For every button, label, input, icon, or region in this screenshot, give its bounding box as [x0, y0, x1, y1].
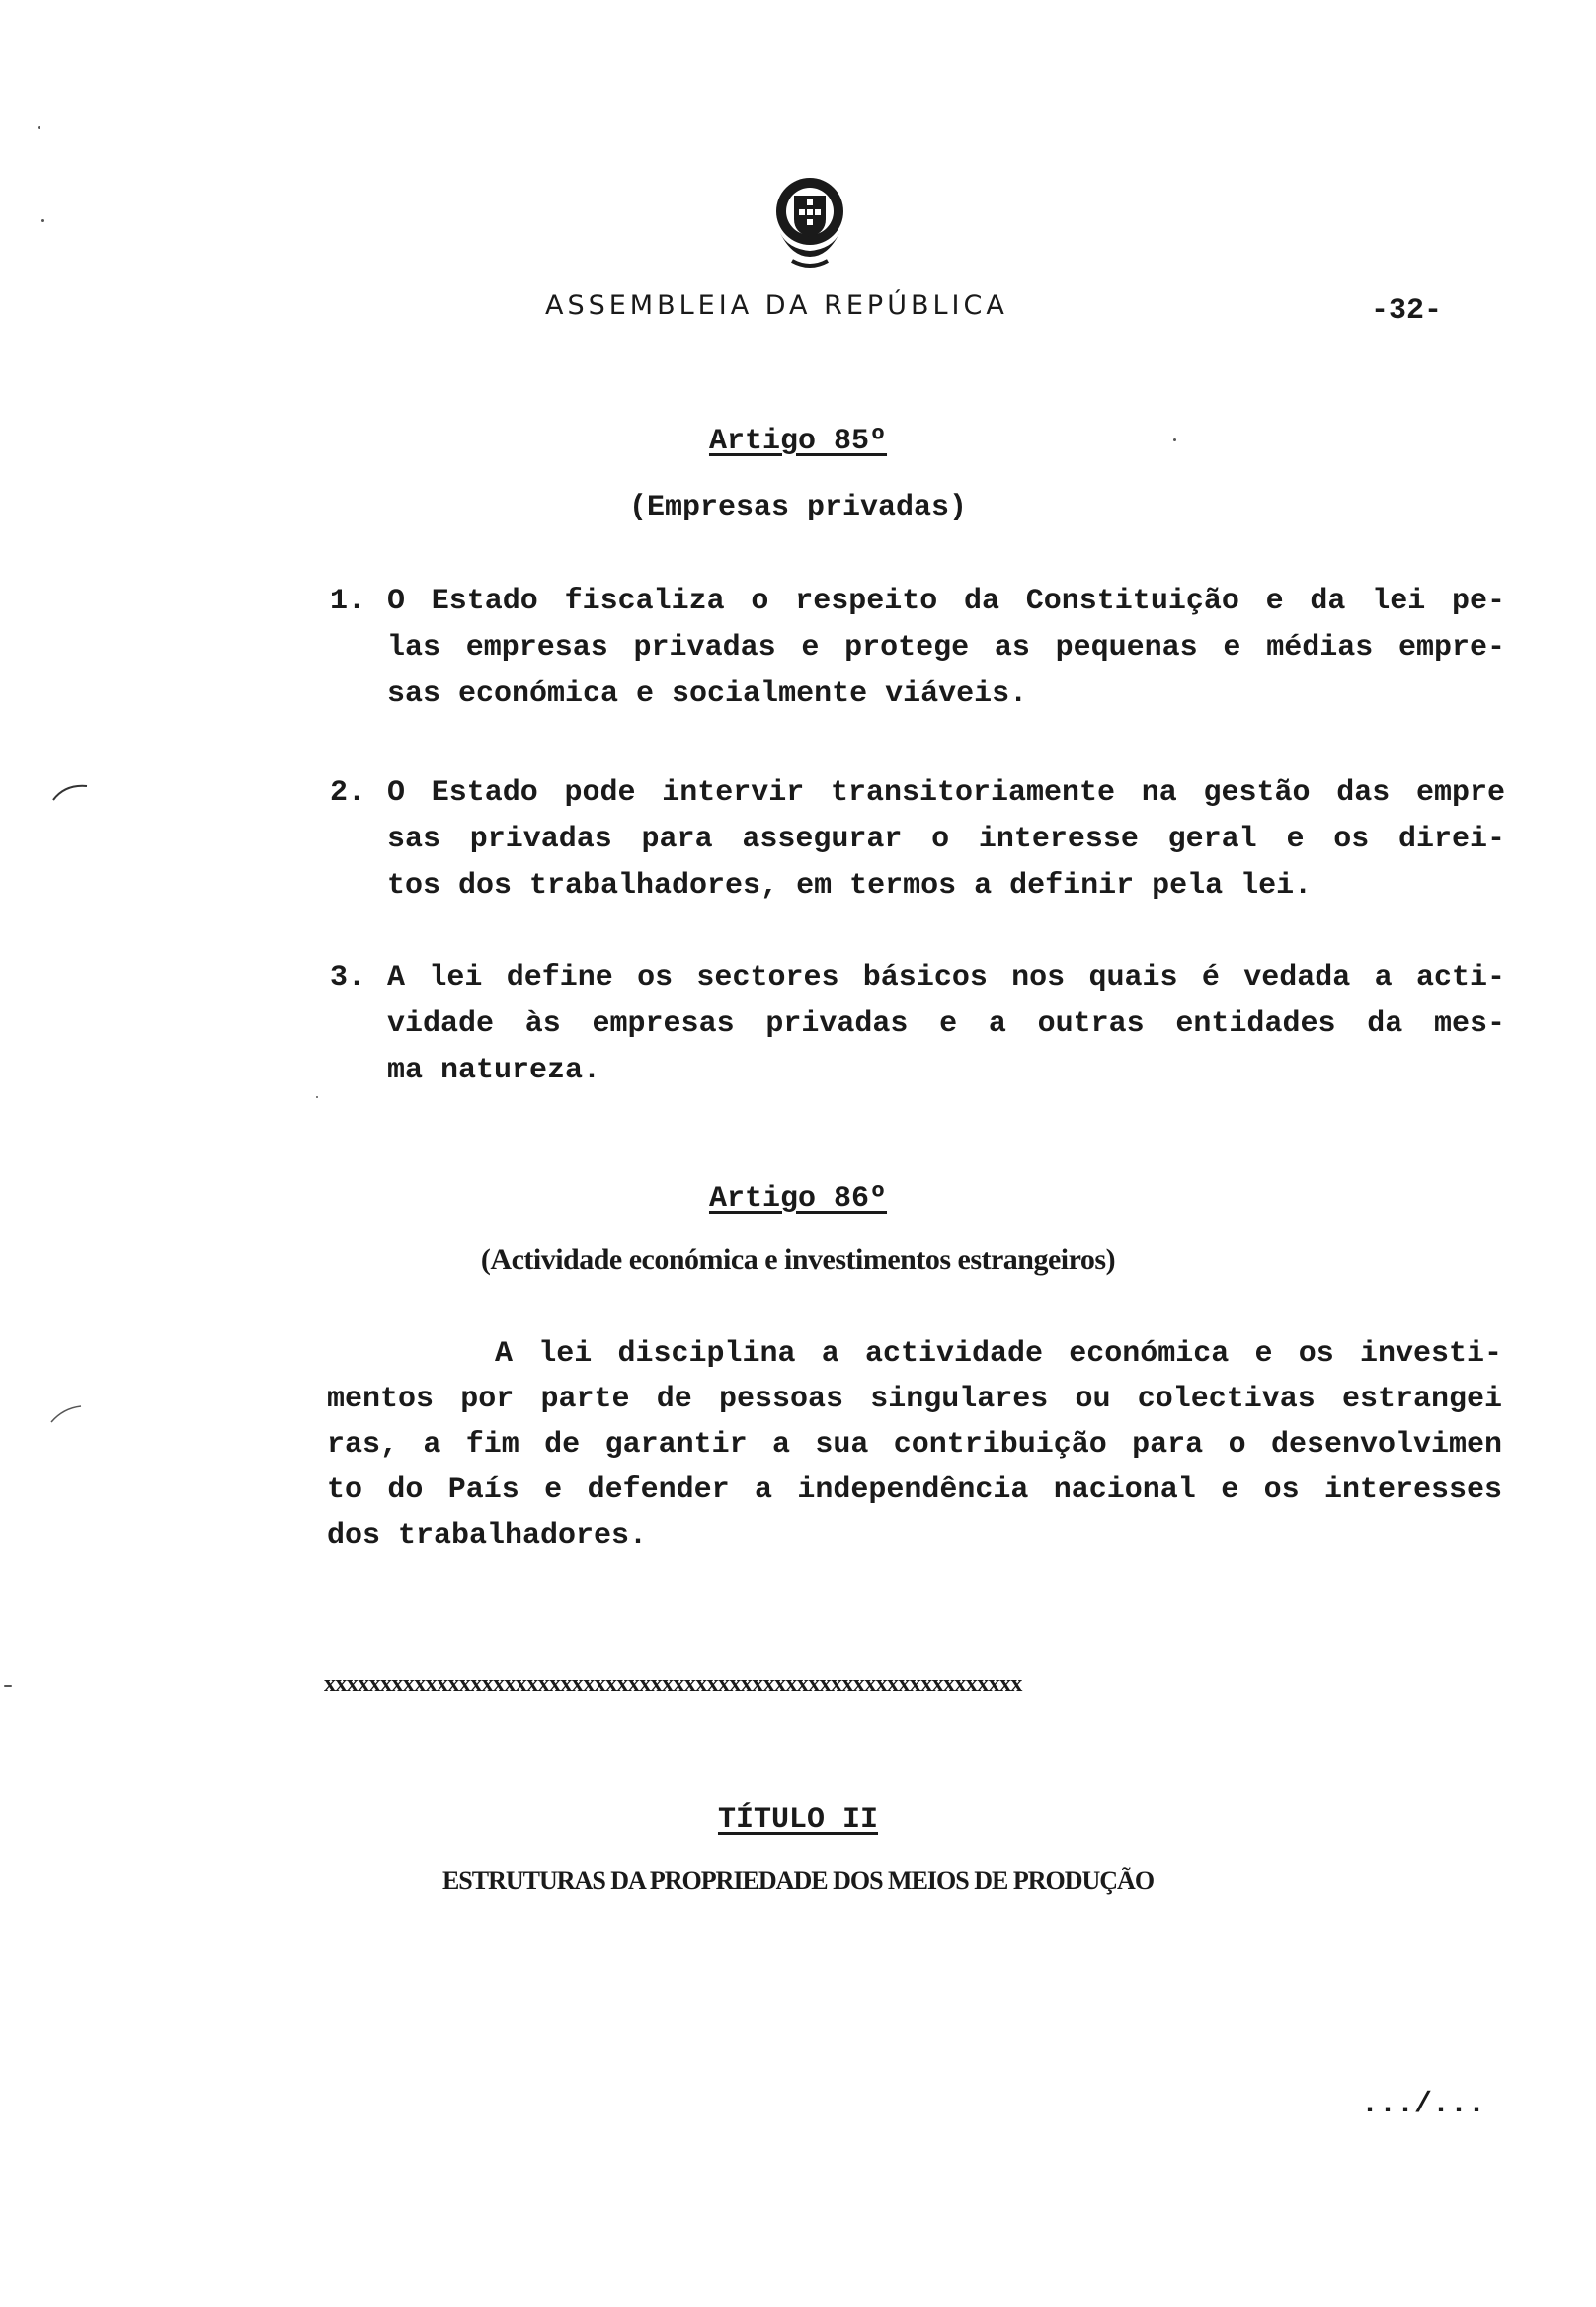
body-line: mentos por parte de pessoas singulares ou colectivas estrangei [327, 1383, 1502, 1416]
continuation-mark: .../... [1361, 2088, 1486, 2121]
item-line: O Estado pode intervir transitoriamente na gestão das empre [387, 776, 1505, 810]
item-number: 1. [330, 585, 366, 618]
item-line: A lei define os sectores básicos nos quais é vedada a acti- [387, 961, 1505, 994]
article-86-heading: Artigo 86º [708, 1182, 888, 1216]
scan-speck [1173, 438, 1176, 441]
scan-speck [38, 126, 40, 129]
scan-speck [4, 1685, 12, 1687]
coat-of-arms-icon [762, 174, 857, 273]
body-line: to do País e defender a independência nacional e os interesses [327, 1473, 1502, 1507]
item-line: tos dos trabalhadores, em termos a definir pela lei. [387, 869, 1313, 903]
title-subtitle: ESTRUTURAS DA PROPRIEDADE DOS MEIOS DE PRODUÇÃO [441, 1867, 1155, 1895]
article-86-body [327, 1331, 1502, 1558]
item-line: vidade às empresas privadas e a outras entidades da mes- [387, 1007, 1505, 1041]
item-line: ma natureza. [387, 1054, 601, 1087]
title-heading: TÍTULO II [717, 1803, 879, 1837]
body-line: ras, a fim de garantir a sua contribuição para o desenvolvimen [327, 1428, 1502, 1462]
article-86-subtitle: (Actividade económica e investimentos estrangeiros) [480, 1243, 1116, 1276]
article-85-subtitle: (Empresas privadas) [628, 491, 968, 524]
body-line: A lei disciplina a actividade económica e os investi- [495, 1337, 1502, 1371]
scan-mark [51, 780, 91, 804]
body-line: dos trabalhadores. [327, 1519, 648, 1552]
item-line: sas privadas para assegurar o interesse geral e os direi- [387, 823, 1505, 856]
article-85-heading: Artigo 85º [708, 425, 888, 458]
item-line: sas económica e socialmente viáveis. [387, 677, 1028, 711]
scan-speck [41, 219, 44, 222]
scan-mark [49, 1402, 89, 1426]
item-line: O Estado fiscaliza o respeito da Constituição e da lei pe- [387, 585, 1505, 618]
item-line: las empresas privadas e protege as pequenas e médias empre- [387, 631, 1505, 665]
scan-speck [316, 1096, 318, 1098]
institution-name: ASSEMBLEIA DA REPÚBLICA [545, 290, 1008, 321]
page-number: -32- [1371, 294, 1443, 328]
item-number: 3. [330, 961, 366, 994]
separator-line: xxxxxxxxxxxxxxxxxxxxxxxxxxxxxxxxxxxxxxxxxxxxxxxxxxxxxxxxxxxxxx [324, 1671, 1022, 1697]
item-number: 2. [330, 776, 366, 810]
